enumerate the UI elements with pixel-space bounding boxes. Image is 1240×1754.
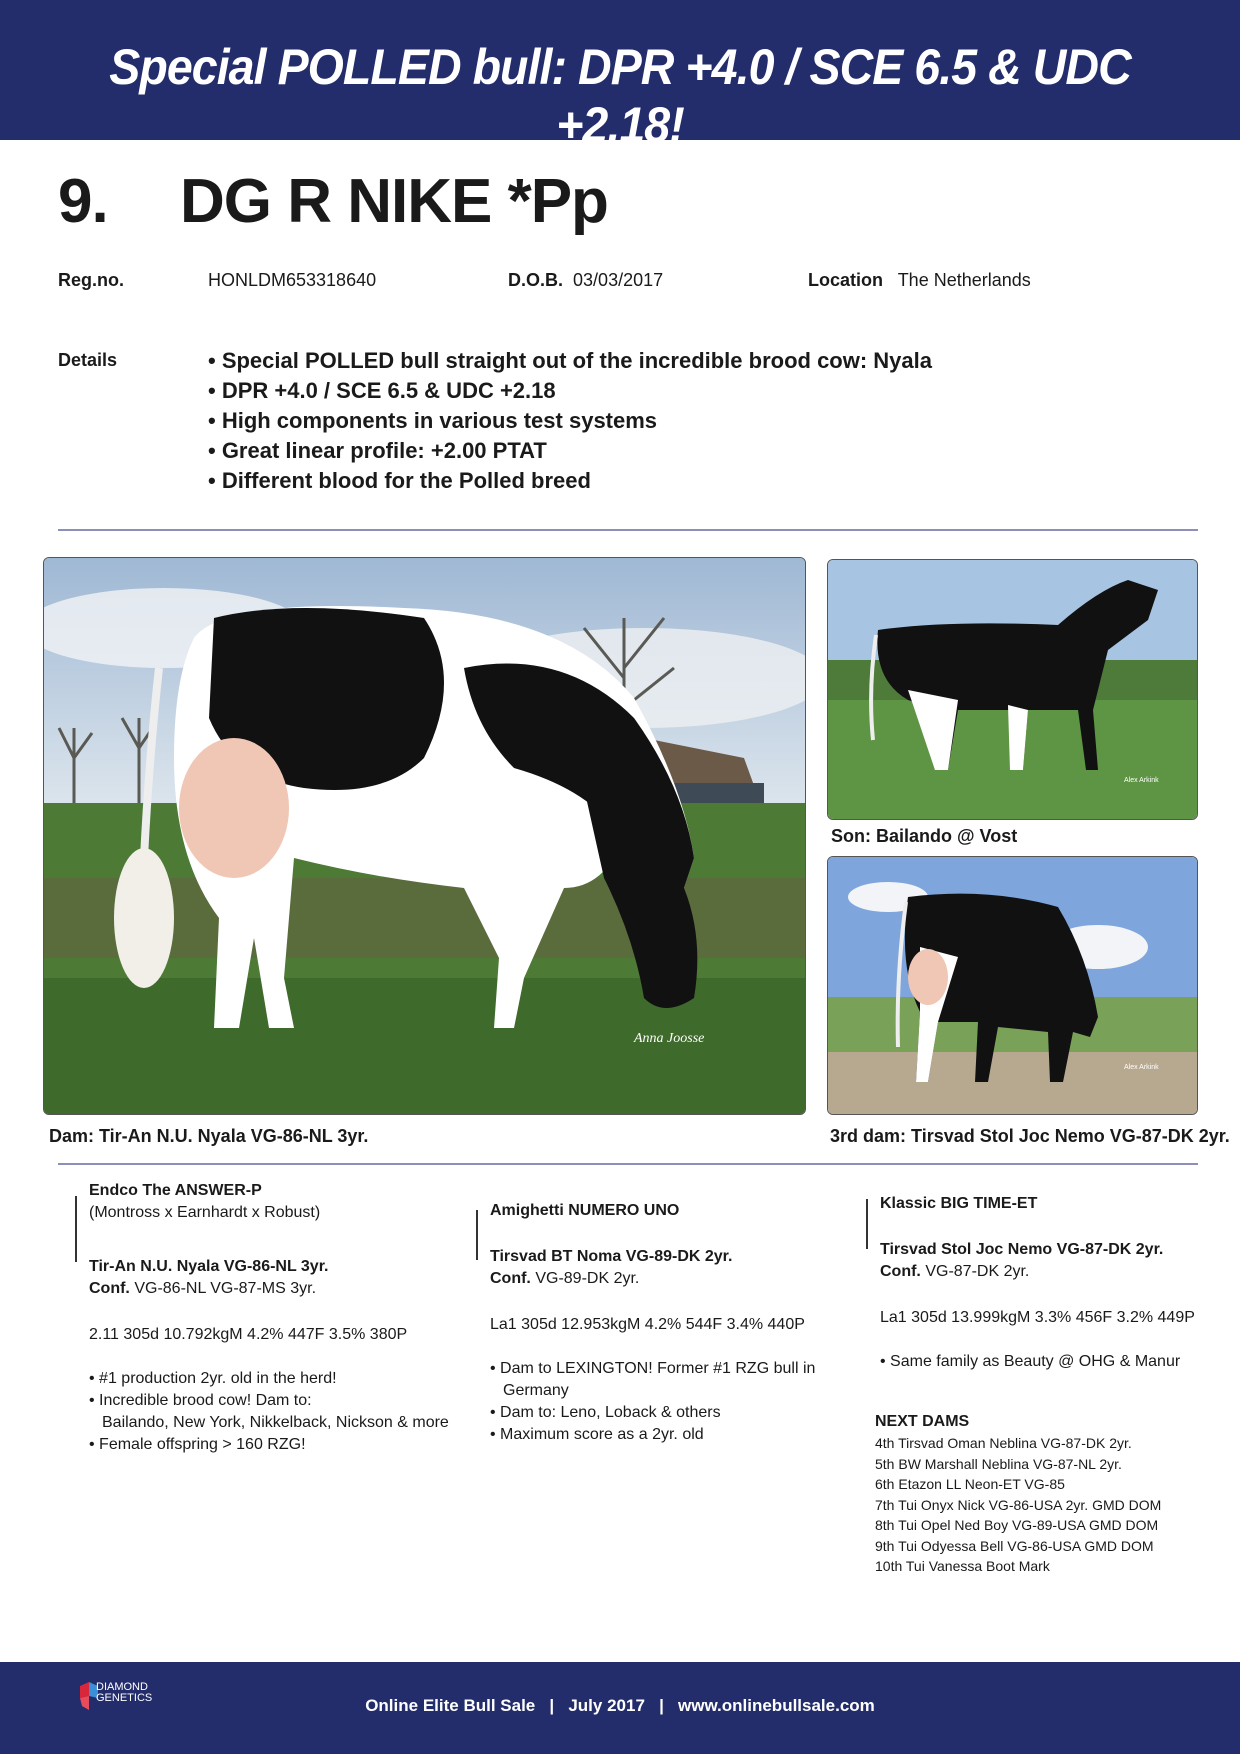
dam-name: Tirsvad BT Noma VG-89-DK 2yr. <box>490 1248 733 1265</box>
highlight-item: • Same family as Beauty @ OHG & Manur <box>880 1353 1181 1370</box>
son-caption: Son: Bailando @ Vost <box>831 826 1018 846</box>
details-list <box>208 346 932 496</box>
reg-label: Reg.no. <box>58 270 124 290</box>
highlight-item: Bailando, New York, Nikkelback, Nickson & more <box>102 1414 449 1431</box>
details-item: • Great linear profile: +2.00 PTAT <box>208 438 547 463</box>
highlight-item: • Dam to LEXINGTON! Former #1 RZG bull in <box>490 1360 816 1377</box>
dam-photo-credit: Anna Joosse <box>634 1031 705 1046</box>
next-dam-item: 7th Tui Onyx Nick VG-86-USA 2yr. GMD DOM <box>875 1496 1162 1513</box>
dob-field <box>508 270 663 291</box>
highlights-list <box>880 1351 1180 1373</box>
column-accent-bar <box>476 1210 478 1260</box>
pedigree-column-great-grandsire <box>866 1193 1206 1583</box>
sire-name: Amighetti NUMERO UNO <box>490 1202 680 1219</box>
bull-name: DG R NIKE *Pp <box>180 167 608 236</box>
footer-text: Online Elite Bull Sale | July 2017 | www.onlinebullsale.com <box>365 1696 875 1715</box>
sire-pedigree: (Montross x Earnhardt x Robust) <box>89 1204 321 1221</box>
third-dam-photo-illustration <box>828 857 1198 1115</box>
dam-caption: Dam: Tir-An N.U. Nyala VG-86-NL 3yr. <box>49 1126 369 1146</box>
column-accent-bar <box>75 1196 77 1262</box>
location-value: The Netherlands <box>897 270 1031 290</box>
footer-banner <box>0 1662 1240 1754</box>
highlights-list <box>490 1358 815 1446</box>
pedigree-column-maternal-grandsire <box>476 1200 836 1480</box>
dam-photo-illustration <box>44 558 806 1115</box>
highlight-item: Germany <box>503 1382 569 1399</box>
conformation: Conf. VG-87-DK 2yr. <box>880 1263 1030 1280</box>
next-dam-item: 6th Etazon LL Neon-ET VG-85 <box>875 1476 1065 1492</box>
conformation: Conf. VG-86-NL VG-87-MS 3yr. <box>89 1280 317 1297</box>
dob-label: D.O.B. <box>508 270 564 290</box>
next-dam-item: 8th Tui Opel Ned Boy VG-89-USA GMD DOM <box>875 1517 1159 1533</box>
dob-value: 03/03/2017 <box>573 270 664 290</box>
next-dams-list <box>875 1433 1161 1577</box>
highlight-item: • #1 production 2yr. old in the herd! <box>89 1370 337 1387</box>
son-photo-illustration <box>828 560 1198 820</box>
dam-photo <box>43 557 806 1115</box>
details-item: • Special POLLED bull straight out of the incredible brood cow: Nyala <box>208 348 933 373</box>
highlights-list <box>89 1368 449 1456</box>
details-label: Details <box>58 350 118 370</box>
dam-name: Tirsvad Stol Joc Nemo VG-87-DK 2yr. <box>880 1241 1164 1258</box>
production-record: La1 305d 12.953kgM 4.2% 544F 3.4% 440P <box>490 1316 805 1333</box>
divider-bottom <box>58 1163 1198 1165</box>
next-dam-item: 5th BW Marshall Neblina VG-87-NL 2yr. <box>875 1455 1122 1472</box>
third-dam-caption: 3rd dam: Tirsvad Stol Joc Nemo VG-87-DK 2yr. <box>830 1126 1230 1146</box>
details-item: • Different blood for the Polled breed <box>208 468 591 493</box>
highlight-item: • Female offspring > 160 RZG! <box>89 1436 306 1453</box>
third-dam-photo <box>827 856 1198 1115</box>
logo-wordmark: DIAMOND GENETICS <box>96 1681 153 1704</box>
third-dam-photo-credit: Alex Arkink <box>1124 1064 1159 1071</box>
details-item: • DPR +4.0 / SCE 6.5 & UDC +2.18 <box>208 378 556 403</box>
location-field <box>808 270 1031 291</box>
location-label: Location <box>808 270 883 290</box>
son-photo-credit: Alex Arkink <box>1124 777 1159 784</box>
production-record: La1 305d 13.999kgM 3.3% 456F 3.2% 449P <box>880 1309 1195 1326</box>
sire-name: Klassic BIG TIME-ET <box>880 1195 1038 1212</box>
next-dam-item: 9th Tui Odyessa Bell VG-86-USA GMD DOM <box>875 1537 1154 1554</box>
highlight-item: • Maximum score as a 2yr. old <box>490 1426 704 1443</box>
divider-top <box>58 529 1198 531</box>
highlight-item: • Dam to: Leno, Loback & others <box>490 1404 721 1421</box>
pedigree-column-sire <box>75 1180 455 1480</box>
conformation: Conf. VG-89-DK 2yr. <box>490 1270 640 1287</box>
header-banner <box>0 0 1240 153</box>
header-title: Special POLLED bull: DPR +4.0 / SCE 6.5 & UDC +2.18! <box>109 39 1131 153</box>
next-dams-title: NEXT DAMS <box>875 1413 970 1430</box>
dam-name: Tir-An N.U. Nyala VG-86-NL 3yr. <box>89 1258 329 1275</box>
production-record: 2.11 305d 10.792kgM 4.2% 447F 3.5% 380P <box>89 1326 408 1343</box>
next-dam-item: 10th Tui Vanessa Boot Mark <box>875 1558 1050 1574</box>
son-photo <box>827 559 1198 820</box>
next-dam-item: 4th Tirsvad Oman Neblina VG-87-DK 2yr. <box>875 1435 1132 1451</box>
reg-value: HONLDM653318640 <box>208 270 377 290</box>
highlight-item: • Incredible brood cow! Dam to: <box>89 1392 312 1409</box>
sire-name: Endco The ANSWER-P <box>89 1182 262 1199</box>
lot-number: 9. <box>58 167 108 236</box>
details-item: • High components in various test systems <box>208 408 658 433</box>
column-accent-bar <box>866 1199 868 1249</box>
